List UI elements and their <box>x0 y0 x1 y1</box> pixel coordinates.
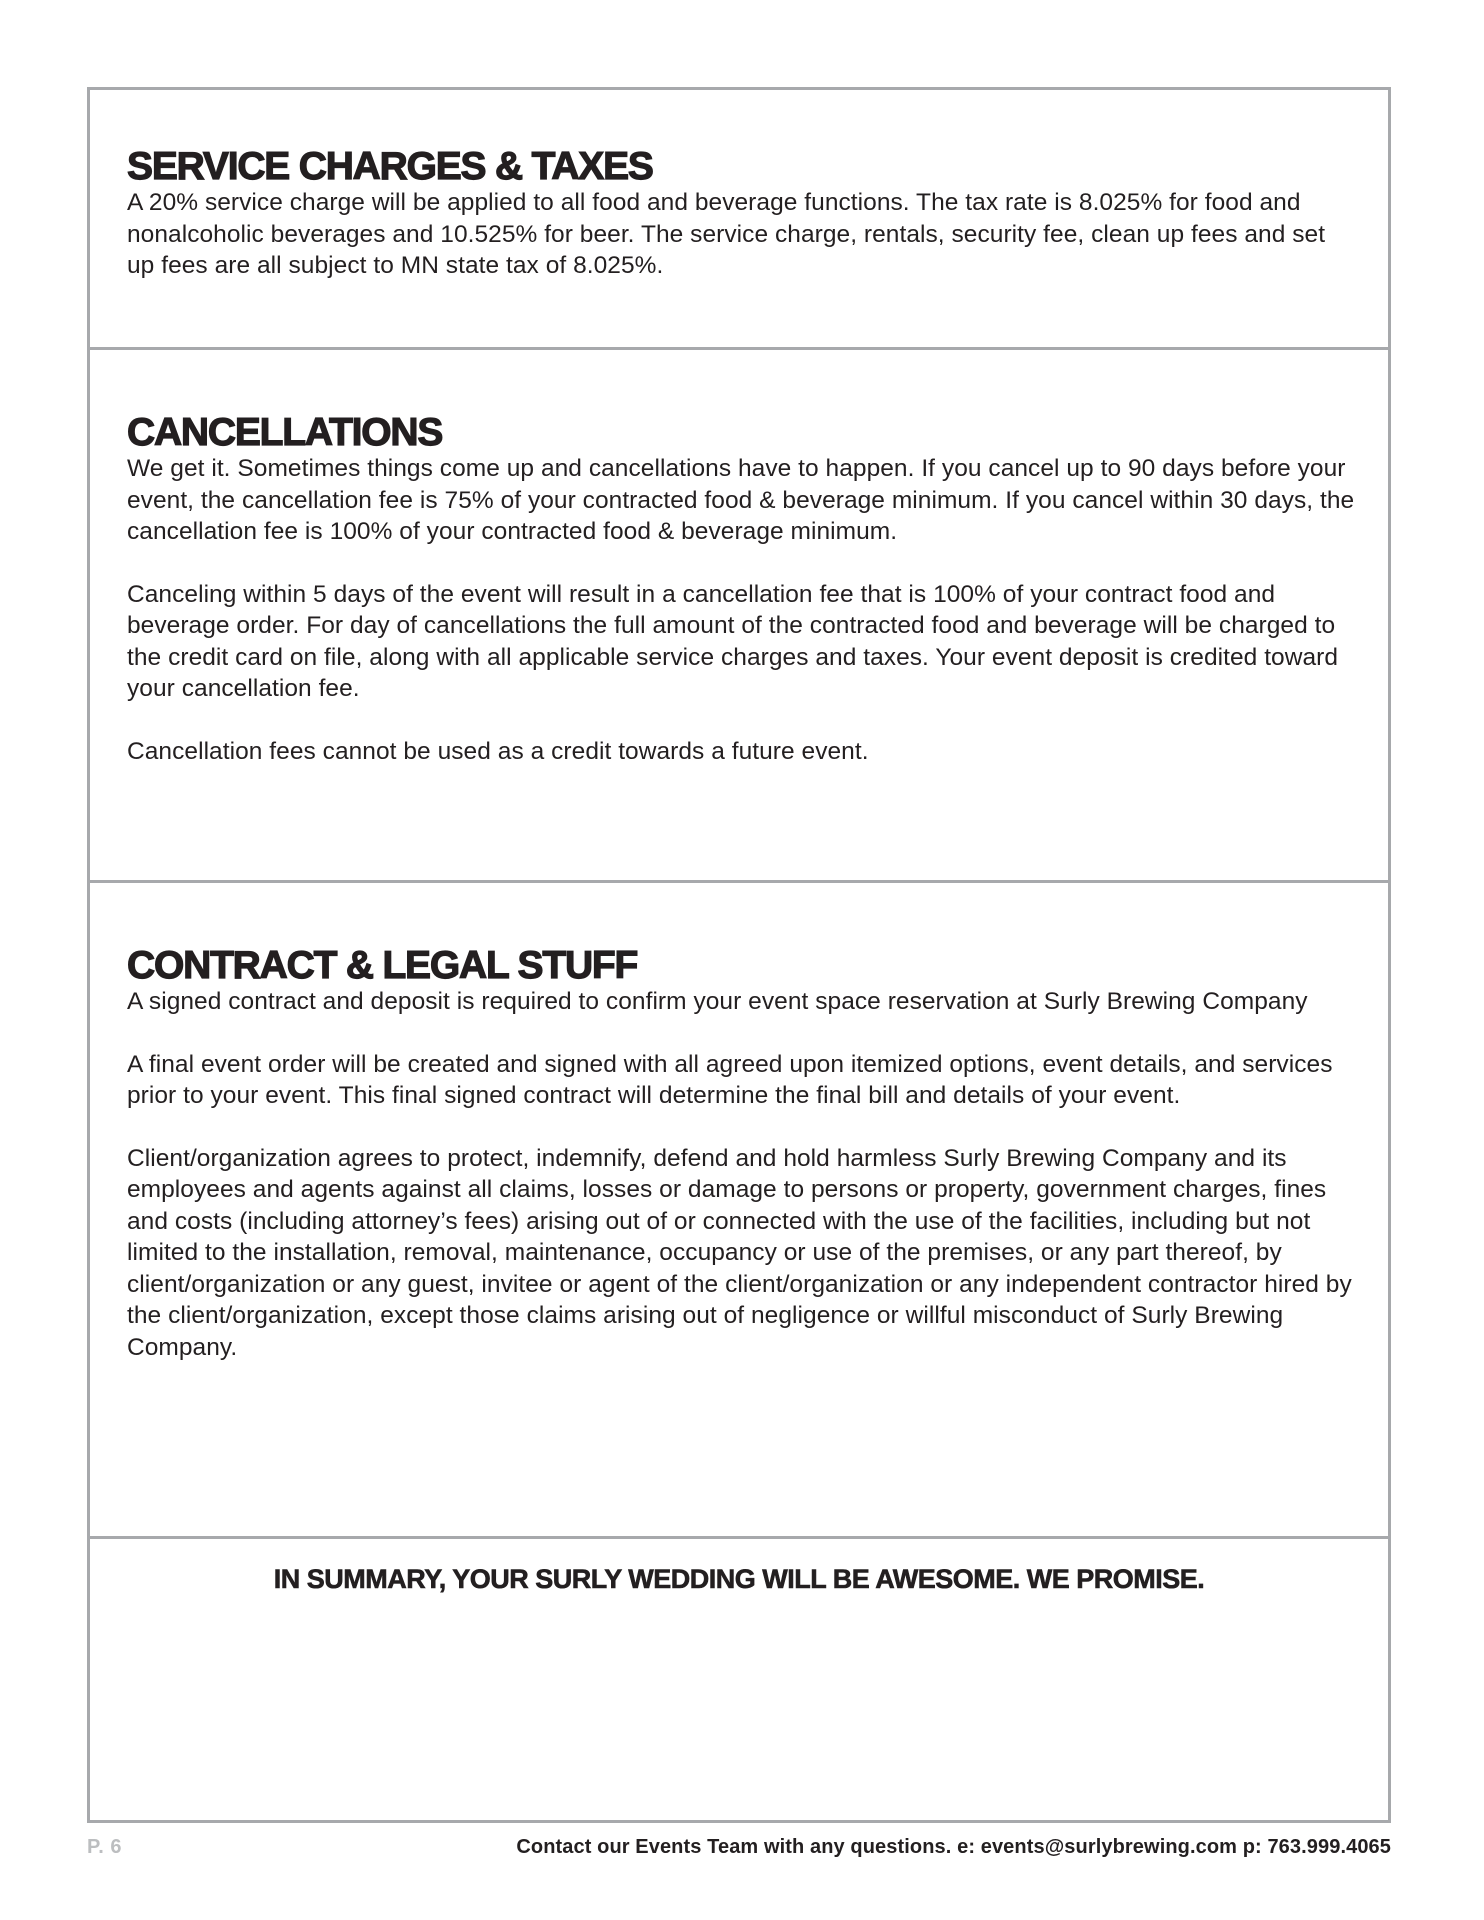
footer-contact: Contact our Events Team with any questions. e: events@surlybrewing.com p: 763.999.4065 <box>516 1836 1391 1858</box>
content-frame <box>87 87 1391 1823</box>
page-number: P. 6 <box>87 1836 122 1858</box>
cancellations-paragraph: We get it. Sometimes things come up and cancellations have to happen. If you cancel up to 90 days before your event, the cancellation fee is 75% of your contracted food & beverage minimum. If you cancel within 30 days, the cancellation fee is 100% of your contracted food & beverage minimum. <box>127 455 1355 545</box>
contract-paragraph: A final event order will be created and signed with all agreed upon itemized options, event details, and services prior to your event. This final signed contract will determine the final bill and details of your event. <box>127 1050 1333 1109</box>
cancellations-heading: CANCELLATIONS <box>127 411 443 454</box>
summary-section <box>90 1539 1388 1820</box>
cancellations-paragraph: Canceling within 5 days of the event will result in a cancellation fee that is 100% of your contract food and beverage order. For day of cancellations the full amount of the contracted food and beverage will be charged to the credit card on file, along with all applicable service charges and taxes. Your event deposit is credited toward your cancellation fee. <box>127 580 1339 702</box>
contract-paragraph: A signed contract and deposit is required to confirm your event space reservation at Surly Brewing Company <box>127 988 1308 1015</box>
contract-legal-heading: CONTRACT & LEGAL STUFF <box>127 944 638 987</box>
summary-text: IN SUMMARY, YOUR SURLY WEDDING WILL BE AWESOME. WE PROMISE. <box>273 1564 1205 1594</box>
cancellations-paragraph: Cancellation fees cannot be used as a credit towards a future event. <box>127 737 869 765</box>
service-charges-paragraph: A 20% service charge will be applied to all food and beverage functions. The tax rate is 8.025% for food and nonalcoholic beverages and 10.525% for beer. The service charge, rentals, security fee, clean up fees and set up fees are all subject to MN state tax of 8.025%. <box>127 189 1326 279</box>
service-charges-heading: SERVICE CHARGES & TAXES <box>127 145 653 188</box>
contract-legal-section <box>90 883 1388 1539</box>
contract-paragraph: Client/organization agrees to protect, indemnify, defend and hold harmless Surly Brewing Company and its employees and agents against all claims, losses or damage to persons or property, government charges, fines and costs (including attorney’s fees) arising out of or connected with the use of the facilities, including but not limited to the installation, removal, maintenance, occupancy or use of the premises, or any part thereof, by client/organization or any guest, invitee or agent of the client/organization or any independent contractor hired by the client/organization, except those claims arising out of negligence or willful misconduct of Surly Brewing Company. <box>127 1144 1352 1361</box>
cancellations-section <box>90 350 1388 883</box>
service-charges-section <box>90 90 1388 350</box>
